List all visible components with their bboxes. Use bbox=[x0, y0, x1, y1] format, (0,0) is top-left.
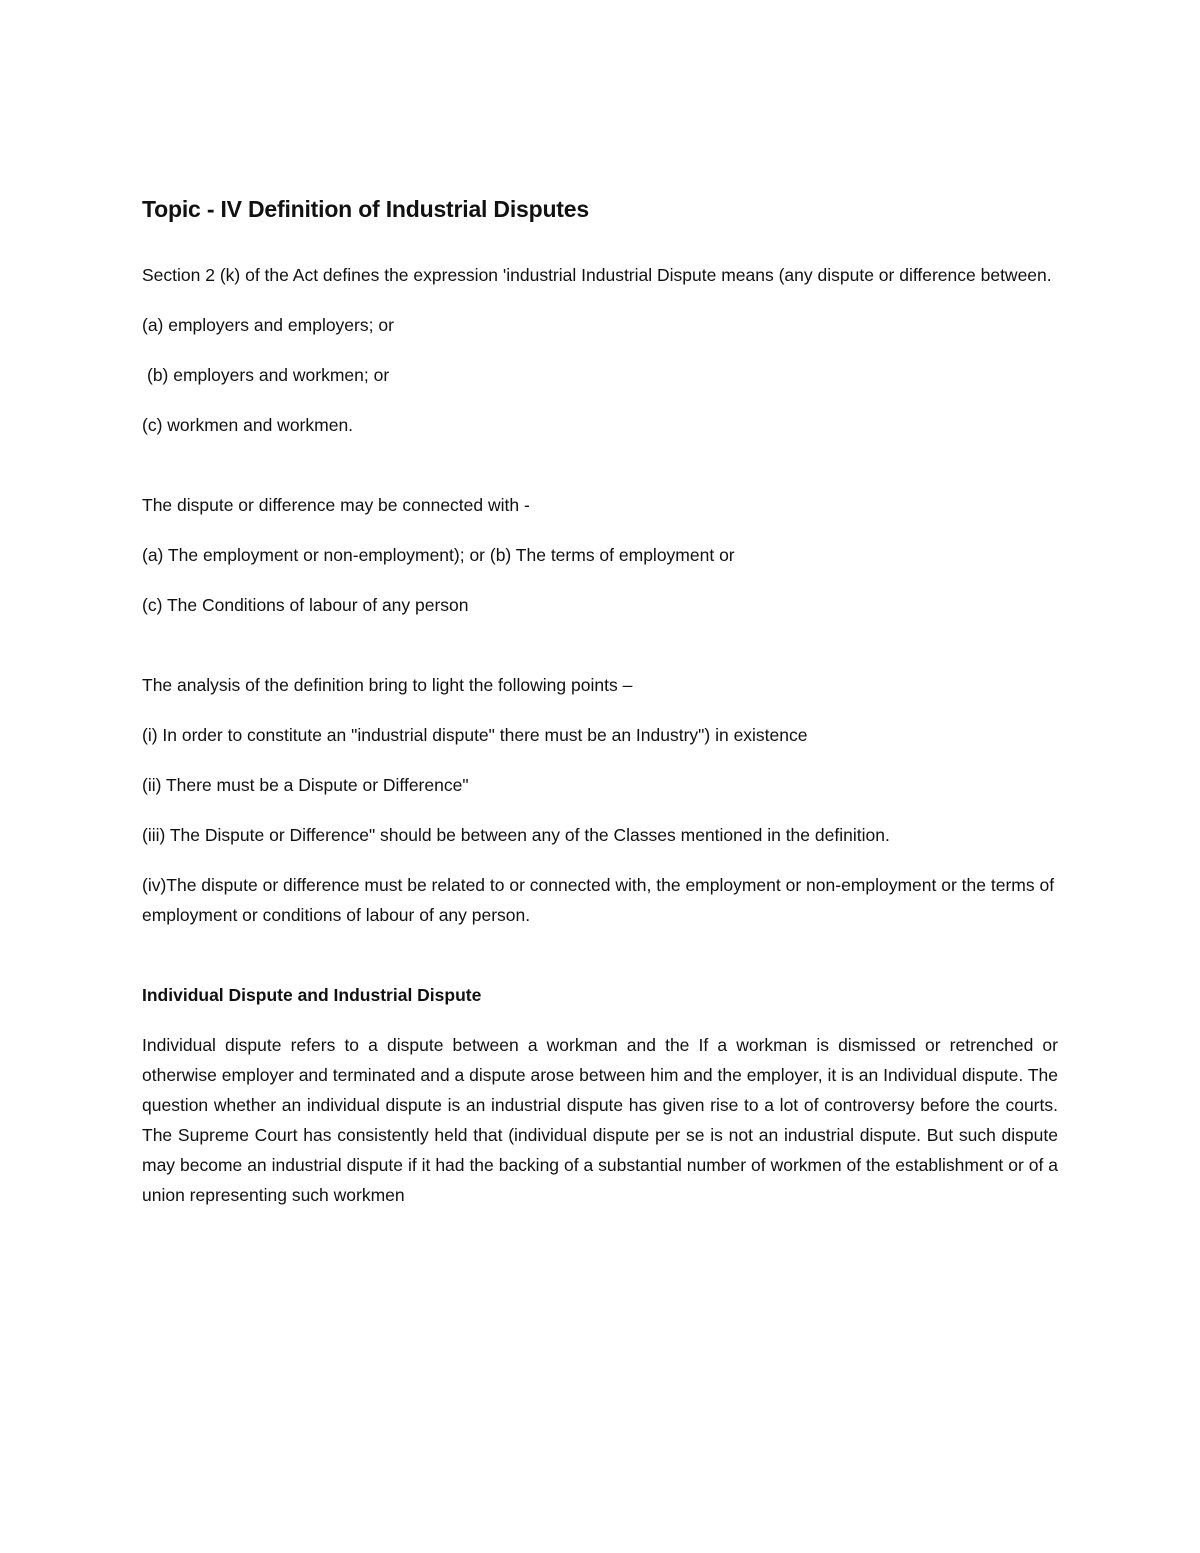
spacer bbox=[142, 460, 1058, 490]
document-content bbox=[142, 194, 1058, 1230]
analysis-point-ii: (ii) There must be a Dispute or Difference" bbox=[142, 775, 469, 795]
intro-paragraph: Section 2 (k) of the Act defines the expression 'industrial Industrial Dispute means (any dispute or difference between. bbox=[142, 265, 1052, 285]
spacer bbox=[142, 950, 1058, 980]
analysis-intro: The analysis of the definition bring to light the following points – bbox=[142, 675, 633, 695]
analysis-point-i: (i) In order to constitute an "industrial dispute" there must be an Industry") in existence bbox=[142, 725, 808, 745]
document-title: Topic - IV Definition of Industrial Disputes bbox=[142, 196, 589, 222]
party-item-a: (a) employers and employers; or bbox=[142, 315, 394, 335]
party-item-c: (c) workmen and workmen. bbox=[142, 415, 354, 435]
analysis-point-iii: (iii) The Dispute or Difference" should be between any of the Classes mentioned in the definition. bbox=[142, 825, 890, 845]
connected-intro: The dispute or difference may be connected with - bbox=[142, 495, 530, 515]
individual-dispute-paragraph: Individual dispute refers to a dispute between a workman and the If a workman is dismissed or retrenched or otherwise employer and terminated and a dispute arose between him and the employer, it is an Individual dispute. The question whether an individual dispute is an industrial dispute has given rise to a lot of controversy before the courts. The Supreme Court has consistently held that (individual dispute per se is not an industrial dispute. But such dispute may become an industrial dispute if it had the backing of a substantial number of workmen of the establishment or of a union representing such workmen bbox=[142, 1035, 1058, 1205]
spacer bbox=[142, 640, 1058, 670]
connected-item-c: (c) The Conditions of labour of any person bbox=[142, 595, 469, 615]
analysis-point-iv: (iv)The dispute or difference must be related to or connected with, the employment or non-employment or the terms of employment or conditions of labour of any person. bbox=[142, 875, 1055, 925]
party-item-b: (b) employers and workmen; or bbox=[147, 365, 390, 385]
section-heading-individual-dispute: Individual Dispute and Industrial Dispute bbox=[142, 985, 482, 1005]
connected-item-a-b: (a) The employment or non-employment); or (b) The terms of employment or bbox=[142, 545, 735, 565]
